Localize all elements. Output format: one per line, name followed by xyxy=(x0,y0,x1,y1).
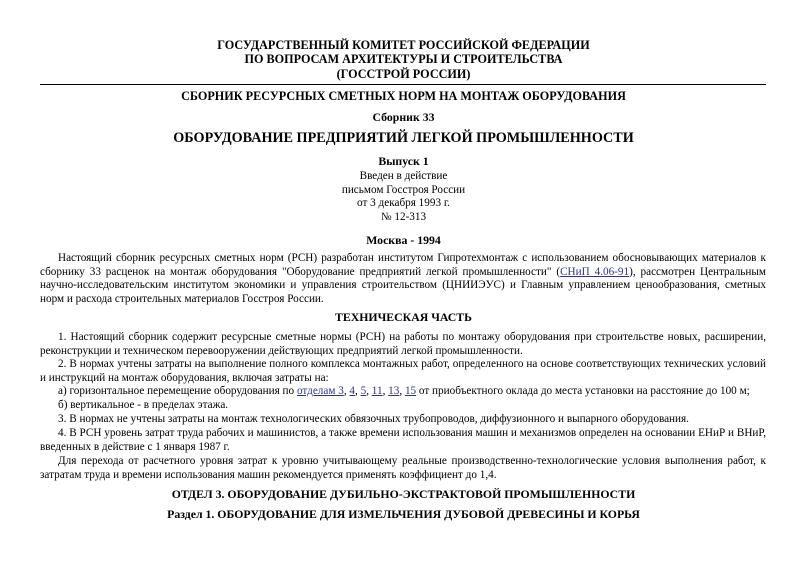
intro-text: ), рассмотрен Центральным научно-исследовательским институтом экономики и управления строительством (ЦНИИЭУС) и Главным управлением ценообразования, сметных норм и расхода строительных материалов Госстроя России. xyxy=(40,265,766,306)
department-link[interactable]: отделам 3 xyxy=(296,385,344,397)
collection-title: СБОРНИК РЕСУРСНЫХ СМЕТНЫХ НОРМ НА МОНТАЖ ОБОРУДОВАНИЯ xyxy=(181,89,626,103)
snip-link[interactable]: СНиП 4.06-91 xyxy=(560,265,630,278)
collection-number: Сборник 33 xyxy=(372,110,435,124)
technical-part-heading: ТЕХНИЧЕСКАЯ ЧАСТЬ xyxy=(335,310,472,324)
department-link[interactable]: 13 xyxy=(388,385,400,397)
tech-item-a: а) горизонтальное перемещение оборудования по отделам 3, 4, 5, 11, 13, 15 от приобъектного оклада до места установки на расстояние до 100 м; xyxy=(58,385,750,397)
section-heading: Раздел 1. ОБОРУДОВАНИЕ ДЛЯ ИЗМЕЛЬЧЕНИЯ ДУБОВОЙ ДРЕВЕСИНЫ И КОРЬЯ xyxy=(167,507,640,521)
tech-paragraph-4: 4. В РСН уровень затрат труда рабочих и машинистов, а также времени использования машин и механизмов определен на основании ЕНиР и ВНиР, введенных в действие с 1 января 1987 г. xyxy=(40,427,766,453)
enactment-line: Введен в действие xyxy=(359,170,448,182)
department-link[interactable]: 15 xyxy=(404,385,417,397)
issue-label: Выпуск 1 xyxy=(378,154,429,168)
main-title: ОБОРУДОВАНИЕ ПРЕДПРИЯТИЙ ЛЕГКОЙ ПРОМЫШЛЕННОСТИ xyxy=(173,130,634,146)
intro-paragraph xyxy=(40,252,766,307)
item-text: а) горизонтальное перемещение оборудования по xyxy=(58,385,297,397)
tech-paragraph-2: 2. В нормах учтены затраты на выполнение полного комплекса монтажных работ, определенного на основе соответствующих технических условий и инструкций на монтаж оборудования, включая затраты на: xyxy=(40,358,766,384)
intro-text: Настоящий сборник ресурсных сметных норм (РСН) разработан институтом Гипротехмонтаж с использованием обосновывающих материалов к сборнику 33 расценок на монтаж оборудования "Оборудование предприятий легкой промышленности" ( xyxy=(40,252,766,278)
header-divider xyxy=(40,84,766,85)
department-heading: ОТДЕЛ 3. ОБОРУДОВАНИЕ ДУБИЛЬНО-ЭКСТРАКТОВОЙ ПРОМЫШЛЕННОСТИ xyxy=(171,487,636,501)
enactment-line: письмом Госстроя России xyxy=(341,183,466,196)
tech-paragraph-5: Для перехода от расчетного уровня затрат к уровню учитывающему реальные производственно-технологические условия выполнения работ, к затратам труда и времени использования машин рекомендуется применять коэффициент до 1,4. xyxy=(40,455,766,481)
agency-line: ГОСУДАРСТВЕННЫЙ КОМИТЕТ РОССИЙСКОЙ ФЕДЕРАЦИИ xyxy=(217,38,590,52)
agency-line: (ГОССТРОЙ РОССИИ) xyxy=(336,66,471,81)
city-year: Москва - 1994 xyxy=(366,233,441,247)
department-link[interactable]: 11 xyxy=(371,385,383,397)
tech-paragraph-1: 1. Настоящий сборник содержит ресурсные сметные нормы (РСН) на работы по монтажу оборудования при строительстве новых, расширении, реконструкции и техническом перевооружении действующих предприятий легкой промышленности. xyxy=(40,331,766,357)
agency-header xyxy=(0,38,807,81)
enactment-block xyxy=(0,170,807,224)
agency-line: ПО ВОПРОСАМ АРХИТЕКТУРЫ И СТРОИТЕЛЬСТВА xyxy=(244,52,563,67)
tech-paragraph-3: 3. В нормах не учтены затраты на монтаж технологических обвязочных трубопроводов, диффузионного и выпарного оборудования. xyxy=(58,413,689,425)
tech-item-b: б) вертикальное - в пределах этажа. xyxy=(58,399,229,411)
item-text: от приобъектного оклада до места установки на расстояние до 100 м; xyxy=(416,385,750,397)
department-link[interactable]: 5 xyxy=(360,385,367,397)
department-link[interactable]: 4 xyxy=(349,385,355,397)
enactment-line: от 3 декабря 1993 г. xyxy=(357,197,450,210)
enactment-line: № 12-313 xyxy=(380,210,427,223)
